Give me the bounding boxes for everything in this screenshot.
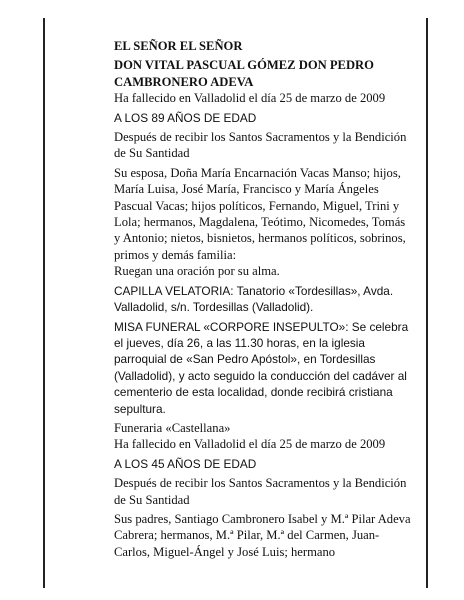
prayer-line: Ruegan una oración por su alma.: [114, 264, 280, 279]
age-line-2: A LOS 45 AÑOS DE EDAD: [114, 456, 257, 471]
sacraments-paragraph-2: Después de recibir los Santos Sacramentos y la Bendición de Su Santidad: [114, 476, 407, 507]
funeral-home-line: Funeraria «Castellana»: [114, 420, 231, 435]
left-border-rule: [43, 18, 45, 588]
death-notice-2: Ha fallecido en Valladolid el día 25 de marzo de 2009: [114, 437, 386, 452]
header-names-line-1: DON VITAL PASCUAL GÓMEZ DON PEDRO: [114, 58, 374, 73]
death-notice-1: Ha fallecido en Valladolid el día 25 de marzo de 2009: [114, 91, 386, 106]
family-paragraph-1: Su esposa, Doña María Encarnación Vacas Manso; hijos, María Luisa, José María, Francisco y María Ángeles Pascual Vacas; hijos políticos, Fernando, Miguel, Trini y Lola; hermanos, Magdalena, Teótimo, Nicomedes, Tomás y Antonio; nietos, bisnietos, hermanos políticos, sobrinos, primos y demás familia:: [114, 165, 406, 262]
header-line-2: [114, 57, 414, 90]
sacraments-paragraph-1: Después de recibir los Santos Sacramentos y la Bendición de Su Santidad: [114, 130, 407, 161]
wake-chapel-paragraph: CAPILLA VELATORIA: Tanatorio «Tordesillas», Avda. Valladolid, s/n. Tordesillas (Valladolid).: [114, 283, 394, 315]
right-border-rule: [426, 18, 428, 588]
header-line-1: EL SEÑOR EL SEÑOR: [114, 39, 243, 53]
funeral-mass-paragraph: MISA FUNERAL «CORPORE INSEPULTO»: Se celebra el jueves, día 26, a las 11.30 horas, en la iglesia parroquial de «San Pedro Apóstol», en Tordesillas (Valladolid), y acto seguido la conducción del cadáver al cementerio de esta localidad, donde recibirá cristiana sepultura.: [114, 319, 409, 416]
family-paragraph-2: Sus padres, Santiago Cambronero Isabel y M.ª Pilar Adeva Cabrera; hermanos, M.ª Pilar, M.ª del Carmen, Juan-Carlos, Miguel-Ángel y José Luis; hermano: [114, 511, 411, 559]
age-line-1: A LOS 89 AÑOS DE EDAD: [114, 110, 257, 125]
obituary-column: [114, 38, 414, 563]
header-names-line-2: CAMBRONERO ADEVA: [114, 74, 254, 89]
